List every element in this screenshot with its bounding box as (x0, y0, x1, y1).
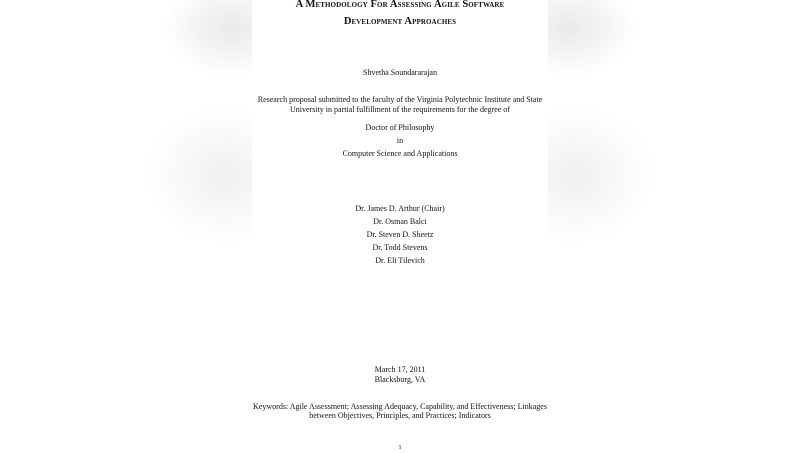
submission-location: Blacksburg, VA (374, 375, 426, 384)
author-name: Shvetha Soundararajan (363, 68, 437, 77)
committee-member: Dr. Todd Stevens (372, 243, 428, 252)
degree-connector: in (396, 136, 404, 145)
page-number: 1 (398, 444, 402, 451)
committee-member: Dr. Eli Tilevich (375, 256, 425, 265)
submission-date: March 17, 2011 (374, 365, 426, 374)
committee-member: Dr. Osman Balci (373, 217, 427, 226)
degree-name: Doctor of Philosophy (365, 123, 435, 132)
proposal-line-2: University in partial fulfillment of the requirements for the degree of (290, 105, 510, 114)
committee-member: Dr. Steven D. Sheetz (366, 230, 434, 239)
keywords-line-1: Keywords: Agile Assessment; Assessing Adequacy, Capability, and Effectiveness; Linkages (253, 402, 547, 411)
keywords-line-2: between Objectives, Principles, and Practices; Indicators (309, 411, 491, 420)
degree-field: Computer Science and Applications (342, 149, 458, 158)
title-line-2: Development Approaches (343, 16, 457, 27)
title-line-1: A Methodology For Assessing Agile Software (295, 0, 505, 10)
committee-member: Dr. James D. Arthur (Chair) (355, 204, 445, 213)
proposal-line-1: Research proposal submitted to the faculty of the Virginia Polytechnic Institute and State (257, 95, 543, 104)
